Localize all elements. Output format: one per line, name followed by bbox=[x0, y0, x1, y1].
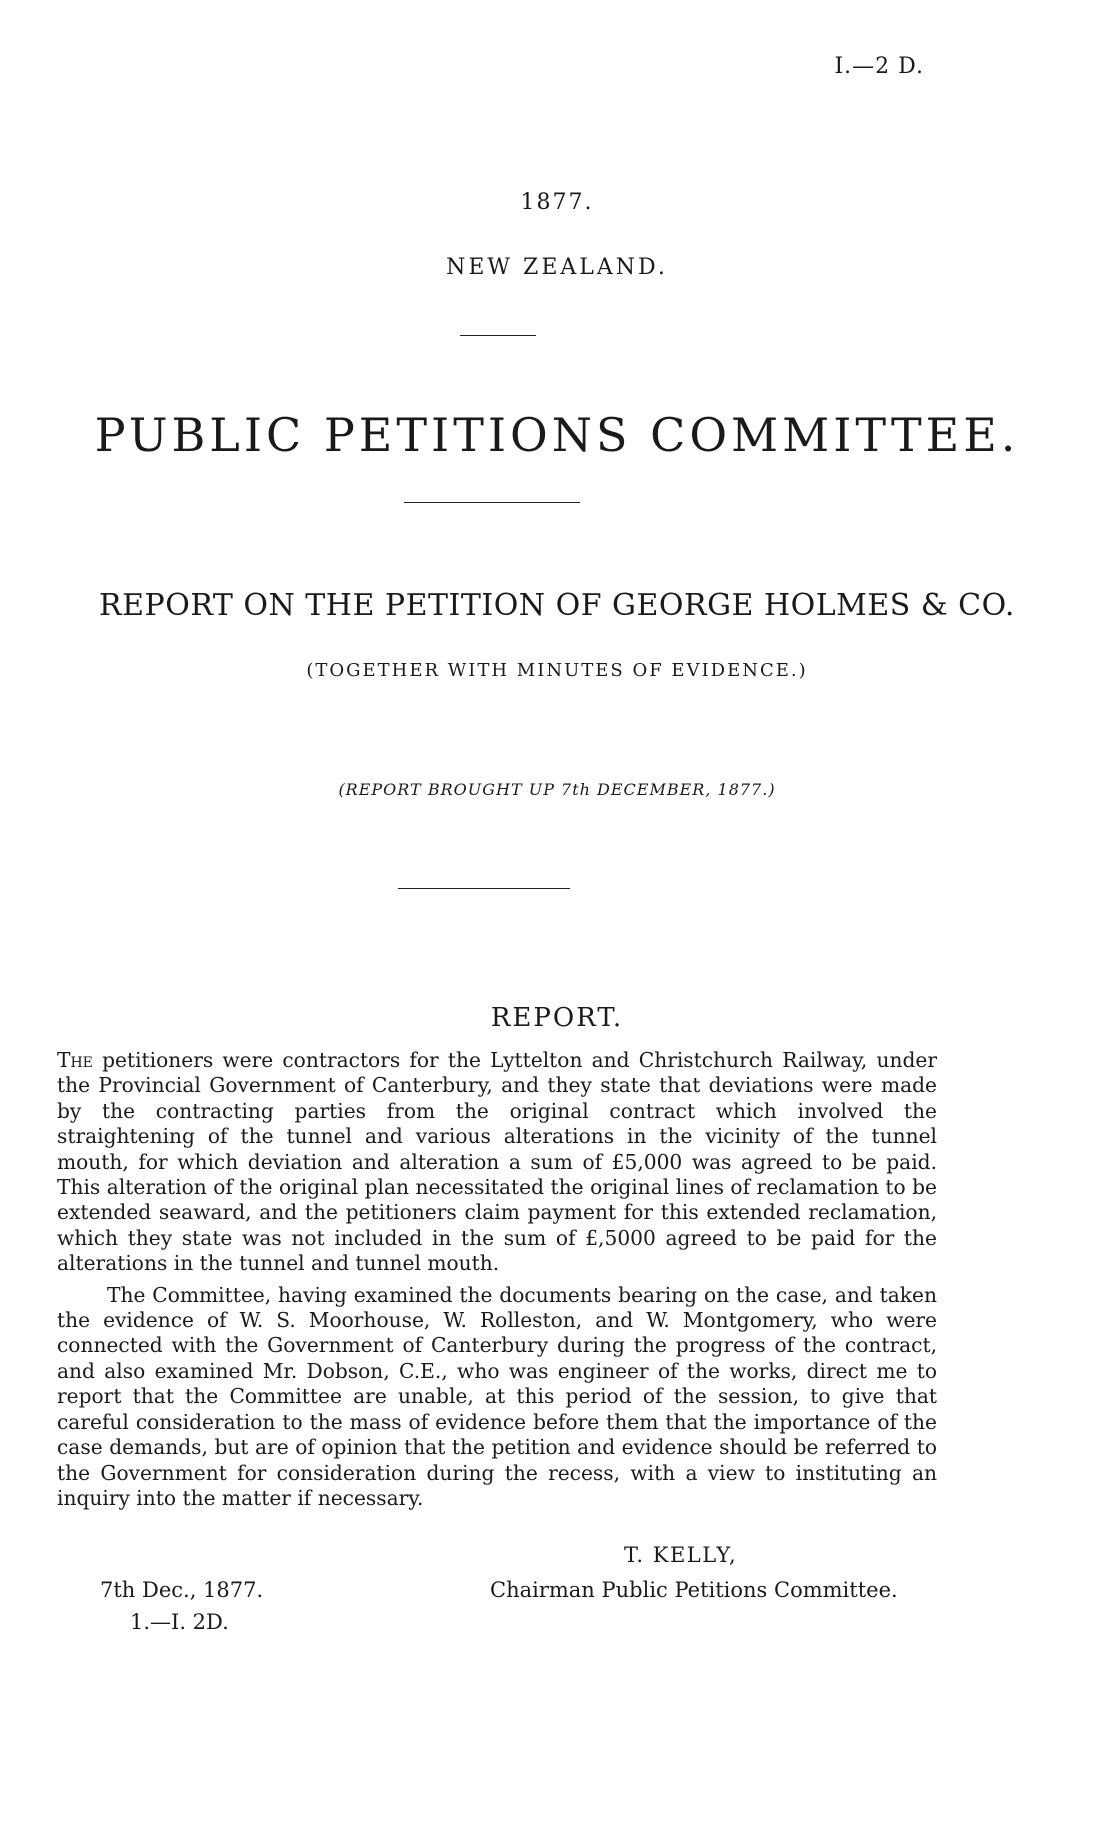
year: 1877. bbox=[520, 190, 594, 215]
brought-up-date: (REPORT BROUGHT UP 7th DECEMBER, 1877.) bbox=[338, 780, 776, 799]
divider bbox=[460, 335, 536, 336]
paragraph-lead: The bbox=[57, 1048, 93, 1072]
paragraph bbox=[57, 1048, 937, 1277]
divider bbox=[404, 502, 580, 503]
country: NEW ZEALAND. bbox=[446, 255, 668, 280]
report-subtitle: REPORT ON THE PETITION OF GEORGE HOLMES & CO. bbox=[99, 588, 1015, 623]
report-date: 7th Dec., 1877. bbox=[100, 1578, 264, 1602]
report-heading: REPORT. bbox=[490, 1003, 624, 1033]
signatory-name: T. KELLY, bbox=[624, 1543, 738, 1567]
paper-reference: I.—2 D. bbox=[834, 54, 924, 79]
signatory-title: Chairman Public Petitions Committee. bbox=[490, 1578, 898, 1602]
footer-reference: 1.—I. 2D. bbox=[130, 1610, 229, 1634]
report-body bbox=[57, 1048, 937, 1517]
page-title: PUBLIC PETITIONS COMMITTEE. bbox=[94, 408, 1020, 462]
evidence-note: (TOGETHER WITH MINUTES OF EVIDENCE.) bbox=[306, 660, 808, 681]
paragraph-text: petitioners were contractors for the Lyttelton and Christchurch Railway, under the Provincial Government of Canterbury, and they state that deviations were made by the contracting parties from the original contract which involved the straightening of the tunnel and various alterations in the vicinity of the tunnel mouth, for which deviation and alteration a sum of £5,000 was agreed to be paid. This alteration of the original plan necessitated the original lines of reclamation to be extended seaward, and the petitioners claim payment for this extended reclamation, which they state was not included in the sum of £,5000 agreed to be paid for the alterations in the tunnel and tunnel mouth. bbox=[57, 1048, 937, 1276]
divider bbox=[398, 888, 570, 889]
paragraph: The Committee, having examined the documents bearing on the case, and taken the evidence of W. S. Moorhouse, W. Rolleston, and W. Montgomery, who were connected with the Government of Canterbury during the progress of the contract, and also examined Mr. Dobson, C.E., who was engineer of the works, direct me to report that the Committee are unable, at this period of the session, to give that careful consideration to the mass of evidence before them that the importance of the case demands, but are of opinion that the petition and evidence should be referred to the Government for consideration during the recess, with a view to instituting an inquiry into the matter if necessary. bbox=[57, 1282, 937, 1510]
